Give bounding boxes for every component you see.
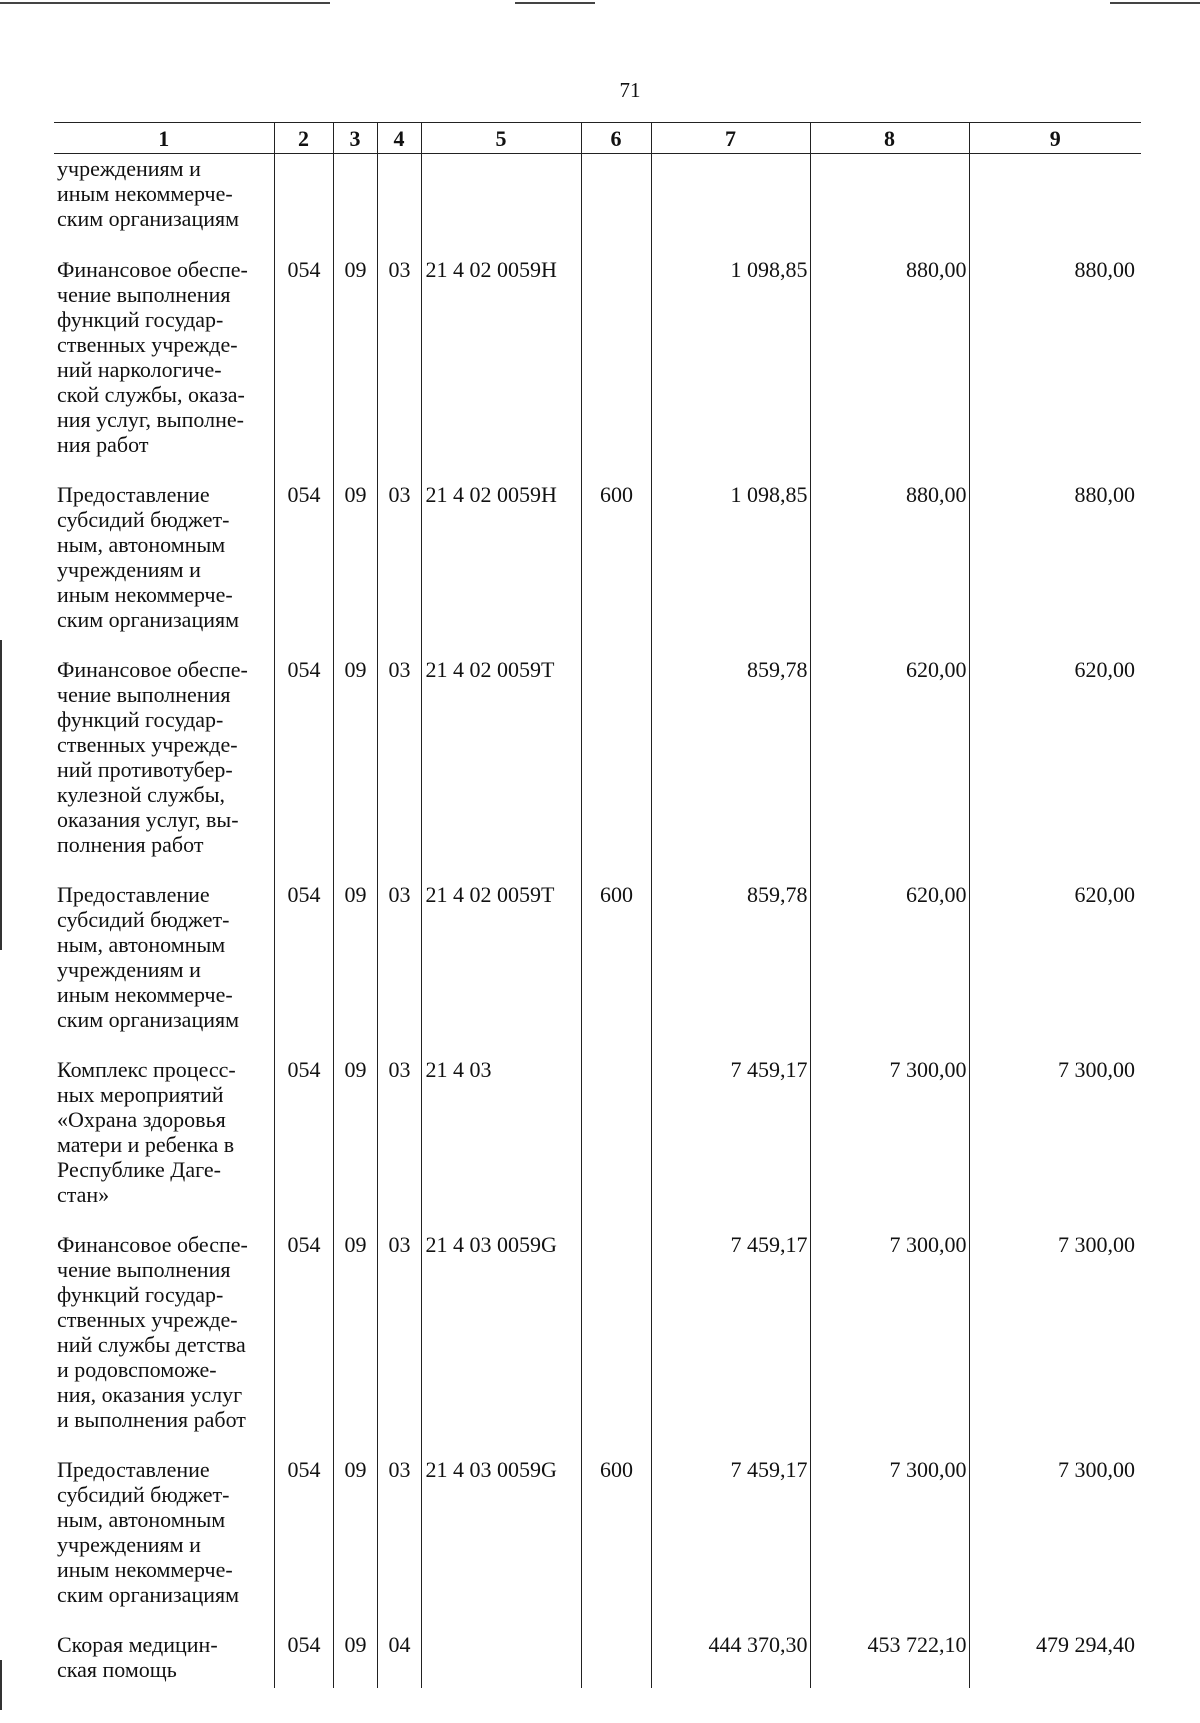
cell-ministry-code: 054 [274,1452,333,1627]
description-line: ния, оказания услуг [57,1382,243,1407]
cell-ministry-code [274,154,333,253]
description-line: ных мероприятий [57,1082,224,1107]
cell-amount-year-3: 620,00 [969,877,1141,1052]
cell-target-article: 21 4 03 0059G [421,1452,581,1627]
description-line: «Охрана здоровья [57,1107,226,1132]
table-header-row [54,123,1141,154]
cell-description [54,877,274,1052]
column-header: 4 [377,123,421,154]
cell-expense-type: 600 [581,1452,651,1627]
description-line: Предоставление [57,882,210,907]
cell-amount-year-2: 7 300,00 [810,1052,969,1227]
column-header: 6 [581,123,651,154]
cell-subsection-code: 03 [377,252,421,477]
scan-edge-mark [0,640,2,950]
table-row [54,652,1141,877]
scan-edge-mark [0,1660,2,1710]
budget-table [54,122,1141,1688]
cell-amount-year-2: 620,00 [810,877,969,1052]
description-line: субсидий бюджет- [57,507,230,532]
cell-target-article [421,154,581,253]
cell-amount-year-1: 7 459,17 [651,1052,810,1227]
description-line: ний службы детства [57,1332,246,1357]
cell-amount-year-3: 880,00 [969,252,1141,477]
description-line: Предоставление [57,1457,210,1482]
description-line: ская помощь [57,1657,177,1682]
cell-section-code: 09 [333,252,377,477]
cell-ministry-code: 054 [274,1627,333,1688]
description-line: ственных учрежде- [57,732,238,757]
cell-description [54,1627,274,1688]
column-header: 8 [810,123,969,154]
cell-amount-year-1: 7 459,17 [651,1227,810,1452]
cell-ministry-code: 054 [274,477,333,652]
cell-amount-year-1 [651,154,810,253]
description-line: ственных учрежде- [57,332,238,357]
page-number: 71 [619,78,641,102]
cell-subsection-code: 03 [377,1227,421,1452]
cell-expense-type [581,252,651,477]
description-line: Скорая медицин- [57,1632,218,1657]
cell-expense-type [581,1627,651,1688]
table-row [54,154,1141,253]
column-header: 3 [333,123,377,154]
cell-description [54,1452,274,1627]
description-line: ственных учрежде- [57,1307,238,1332]
description-line: Комплекс процесс- [57,1057,236,1082]
column-header: 2 [274,123,333,154]
description-line: иным некоммерче- [57,181,233,206]
scan-border-line [1110,2,1200,4]
description-line: матери и ребенка в [57,1132,235,1157]
description-line: стан» [57,1182,110,1207]
cell-description [54,154,274,253]
cell-section-code: 09 [333,1627,377,1688]
cell-amount-year-3: 7 300,00 [969,1052,1141,1227]
description-line: Финансовое обеспе- [57,657,248,682]
cell-amount-year-1: 1 098,85 [651,252,810,477]
description-line: иным некоммерче- [57,582,233,607]
description-line: ным, автономным [57,532,226,557]
scan-border-line [0,2,330,4]
cell-amount-year-1: 859,78 [651,877,810,1052]
description-line: ний противотубер- [57,757,233,782]
description-line: оказания услуг, вы- [57,807,239,832]
description-line: иным некоммерче- [57,1557,233,1582]
description-line: полнения работ [57,832,204,857]
cell-subsection-code: 03 [377,877,421,1052]
cell-expense-type [581,652,651,877]
description-line: учреждениям и [57,156,201,181]
cell-subsection-code: 04 [377,1627,421,1688]
description-line: ний наркологиче- [57,357,222,382]
description-line: учреждениям и [57,957,201,982]
description-line: ским организациям [57,1582,240,1607]
cell-description [54,1227,274,1452]
cell-amount-year-1: 1 098,85 [651,477,810,652]
cell-expense-type [581,154,651,253]
cell-amount-year-1: 444 370,30 [651,1627,810,1688]
description-line: функций государ- [57,707,224,732]
description-line: учреждениям и [57,557,201,582]
column-header: 5 [421,123,581,154]
cell-section-code: 09 [333,877,377,1052]
cell-amount-year-1: 7 459,17 [651,1452,810,1627]
description-line: ским организациям [57,1007,240,1032]
cell-amount-year-3: 7 300,00 [969,1227,1141,1452]
description-line: ным, автономным [57,932,226,957]
cell-description [54,1052,274,1227]
cell-target-article: 21 4 02 0059Н [421,477,581,652]
description-line: ским организациям [57,206,240,231]
cell-target-article: 21 4 03 0059G [421,1227,581,1452]
table-row [54,252,1141,477]
description-line: чение выполнения [57,282,231,307]
cell-expense-type [581,1052,651,1227]
cell-subsection-code: 03 [377,1452,421,1627]
table-row [54,1052,1141,1227]
cell-amount-year-2: 880,00 [810,252,969,477]
cell-amount-year-2: 453 722,10 [810,1627,969,1688]
cell-subsection-code: 03 [377,477,421,652]
cell-subsection-code: 03 [377,1052,421,1227]
cell-subsection-code [377,154,421,253]
description-line: чение выполнения [57,682,231,707]
cell-ministry-code: 054 [274,1227,333,1452]
description-line: чение выполнения [57,1257,231,1282]
cell-amount-year-3 [969,154,1141,253]
cell-description [54,477,274,652]
cell-amount-year-3: 880,00 [969,477,1141,652]
cell-ministry-code: 054 [274,877,333,1052]
cell-section-code: 09 [333,1227,377,1452]
cell-description [54,252,274,477]
description-line: ным, автономным [57,1507,226,1532]
column-header: 9 [969,123,1141,154]
description-line: кулезной службы, [57,782,225,807]
table-row [54,1627,1141,1688]
description-line: Предоставление [57,482,210,507]
description-line: Финансовое обеспе- [57,257,248,282]
description-line: ния работ [57,432,149,457]
description-line: ния услуг, выполне- [57,407,244,432]
cell-amount-year-2 [810,154,969,253]
cell-target-article [421,1627,581,1688]
cell-ministry-code: 054 [274,1052,333,1227]
cell-ministry-code: 054 [274,652,333,877]
cell-amount-year-2: 7 300,00 [810,1452,969,1627]
cell-amount-year-3: 620,00 [969,652,1141,877]
description-line: иным некоммерче- [57,982,233,1007]
cell-target-article: 21 4 02 0059Т [421,652,581,877]
cell-subsection-code: 03 [377,652,421,877]
table-row [54,1227,1141,1452]
description-line: ской службы, оказа- [57,382,245,407]
description-line: Финансовое обеспе- [57,1232,248,1257]
table-row [54,1452,1141,1627]
cell-section-code: 09 [333,652,377,877]
cell-expense-type [581,1227,651,1452]
description-line: и выполнения работ [57,1407,246,1432]
scan-border-line [515,2,595,4]
cell-target-article: 21 4 03 [421,1052,581,1227]
cell-description [54,652,274,877]
cell-target-article: 21 4 02 0059Н [421,252,581,477]
description-line: учреждениям и [57,1532,201,1557]
cell-amount-year-1: 859,78 [651,652,810,877]
cell-expense-type: 600 [581,877,651,1052]
cell-amount-year-2: 880,00 [810,477,969,652]
description-line: ским организациям [57,607,240,632]
column-header: 7 [651,123,810,154]
cell-amount-year-3: 7 300,00 [969,1452,1141,1627]
cell-amount-year-2: 620,00 [810,652,969,877]
cell-expense-type: 600 [581,477,651,652]
description-line: субсидий бюджет- [57,907,230,932]
cell-ministry-code: 054 [274,252,333,477]
description-line: функций государ- [57,1282,224,1307]
table-body [54,154,1141,1689]
description-line: субсидий бюджет- [57,1482,230,1507]
cell-amount-year-2: 7 300,00 [810,1227,969,1452]
cell-section-code [333,154,377,253]
cell-amount-year-3: 479 294,40 [969,1627,1141,1688]
column-header: 1 [54,123,274,154]
cell-section-code: 09 [333,477,377,652]
description-line: и родовспоможе- [57,1357,217,1382]
description-line: Республике Даге- [57,1157,221,1182]
table-row [54,877,1141,1052]
table-row [54,477,1141,652]
cell-target-article: 21 4 02 0059Т [421,877,581,1052]
cell-section-code: 09 [333,1052,377,1227]
description-line: функций государ- [57,307,224,332]
cell-section-code: 09 [333,1452,377,1627]
